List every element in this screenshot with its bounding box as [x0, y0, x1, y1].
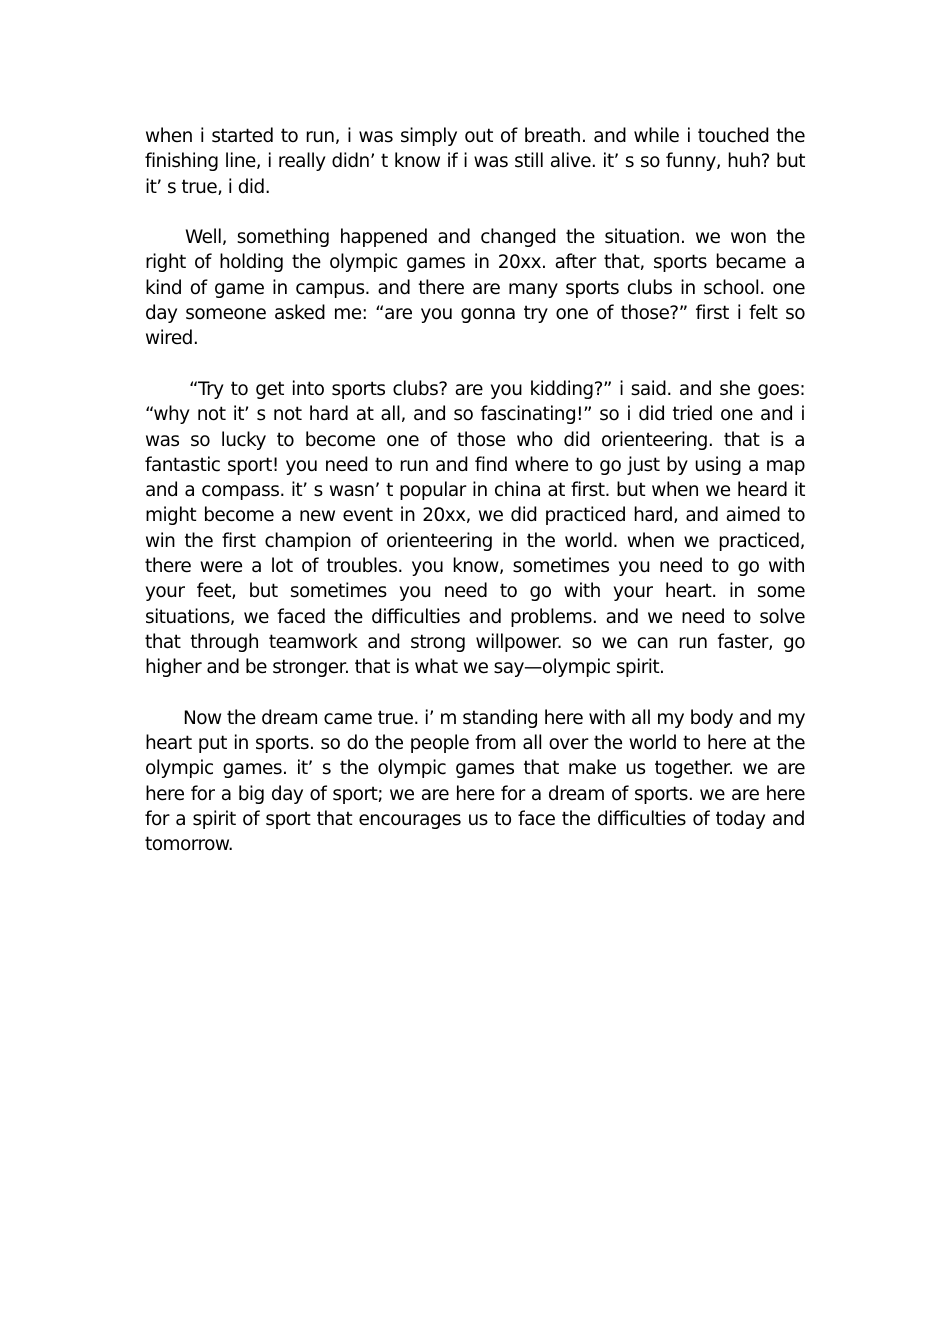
document-body — [145, 124, 805, 883]
paragraph-2: Well, something happened and changed the situation. we won the right of holding the olympic games in 20xx. after that, sports became a kind of game in campus. and there are many sports clubs in school. one day someone asked me: “are you gonna try one of those?” first i felt so wired. — [145, 227, 805, 350]
paragraph-4: Now the dream came true. i’ m standing here with all my body and my heart put in sports. so do the people from all over the world to here at the olympic games. it’ s the olympic games that make us together. we are here for a big day of sport; we are here for a dream of sports. we are here for a spirit of sport that encourages us to face the difficulties of today and tomorrow. — [145, 707, 805, 856]
paragraph-1: when i started to run, i was simply out of breath. and while i touched the finishing line, i really didn’ t know if i was still alive. it’ s so funny, huh? but it’ s true, i did. — [145, 126, 805, 198]
paragraph-3: “Try to get into sports clubs? are you kidding?” i said. and she goes: “why not it’ s not hard at all, and so fascinating!” so i did tried one and i was so lucky to become one of those who did orienteering. that is a fantastic sport! you need to run and find where to go just by using a map and a compass. it’ s wasn’ t popular in china at first. but when we heard it might become a new event in 20xx, we did practiced hard, and aimed to win the first champion of orienteering in the world. when we practiced, there were a lot of troubles. you know, sometimes you need to go with your feet, but sometimes you need to go with your heart. in some situations, we faced the difficulties and problems. and we need to solve that through teamwork and strong willpower. so we can run faster, go higher and be stronger. that is what we say—olympic spirit. — [145, 378, 805, 679]
